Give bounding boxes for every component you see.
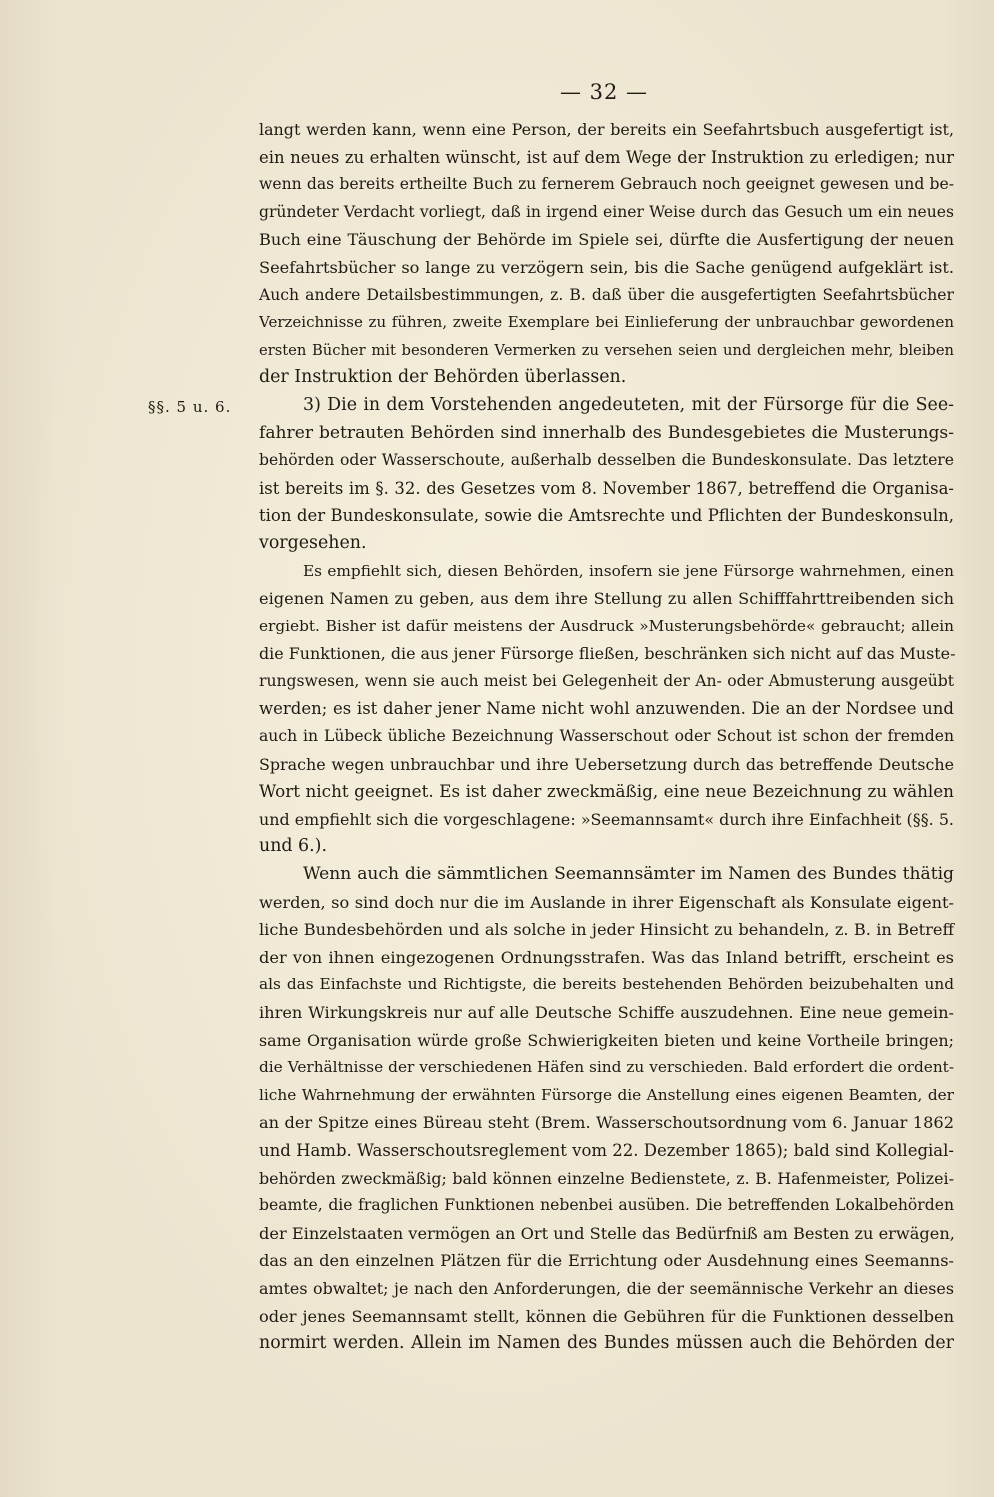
text-line: ersten Bücher mit besonderen Vermerken zu versehen seien und dergleichen mehr, bleiben bbox=[259, 341, 954, 359]
page-edge bbox=[994, 0, 1000, 1497]
text-line: Auch andere Detailsbestimmungen, z. B. daß über die ausgefertigten Seefahrtsbücher bbox=[259, 285, 954, 304]
text-line: ergiebt. Bisher ist dafür meistens der Ausdruck »Musterungsbehörde« gebraucht; allein bbox=[259, 616, 954, 635]
text-line: Wenn auch die sämmtlichen Seemannsämter im Namen des Bundes thätig bbox=[303, 864, 954, 885]
text-line: same Organisation würde große Schwierigkeiten bieten und keine Vortheile bringen; bbox=[259, 1030, 954, 1050]
text-line: an der Spitze eines Büreau steht (Brem. Wasserschoutsordnung vom 6. Januar 1862 bbox=[259, 1113, 954, 1133]
text-line: und Hamb. Wasserschoutsreglement vom 22. Dezember 1865); bald sind Kollegial- bbox=[259, 1140, 954, 1160]
text-line: Verzeichnisse zu führen, zweite Exemplare bei Einlieferung der unbrauchbar gewordenen bbox=[259, 313, 954, 332]
text-line: und 6.). bbox=[259, 836, 327, 857]
text-line: beamte, die fraglichen Funktionen nebenbei ausüben. Die betreffenden Lokalbehörden bbox=[259, 1196, 954, 1215]
text-line: normirt werden. Allein im Namen des Bundes müssen auch die Behörden der bbox=[259, 1333, 954, 1354]
text-line: 3) Die in dem Vorstehenden angedeuteten, mit der Fürsorge für die See- bbox=[303, 394, 954, 415]
text-line: tion der Bundeskonsulate, sowie die Amtsrechte und Pflichten der Bundeskonsuln, bbox=[259, 506, 954, 526]
text-line: behörden zweckmäßig; bald können einzelne Bedienstete, z. B. Hafenmeister, Polizei- bbox=[259, 1168, 954, 1188]
text-line: liche Wahrnehmung der erwähnten Fürsorge die Anstellung eines eigenen Beamten, der bbox=[259, 1085, 954, 1104]
text-line: gründeter Verdacht vorliegt, daß in irgend einer Weise durch das Gesuch um ein neues bbox=[259, 202, 954, 221]
text-line: ihren Wirkungskreis nur auf alle Deutsche Schiffe auszudehnen. Eine neue gemein- bbox=[259, 1003, 954, 1022]
text-line: ist bereits im §. 32. des Gesetzes vom 8. November 1867, betreffend die Organisa- bbox=[259, 478, 954, 498]
text-line: auch in Lübeck übliche Bezeichnung Wasserschout oder Schout ist schon der fremden bbox=[259, 727, 954, 746]
text-line: Buch eine Täuschung der Behörde im Spiele sei, dürfte die Ausfertigung der neuen bbox=[259, 230, 954, 250]
text-line: wenn das bereits ertheilte Buch zu fernerem Gebrauch noch geeignet gewesen und be- bbox=[259, 175, 954, 194]
text-line: vorgesehen. bbox=[259, 532, 367, 553]
margin-note: §§. 5 u. 6. bbox=[148, 398, 232, 416]
text-line: die Verhältnisse der verschiedenen Häfen sind zu verschieden. Bald erfordert die ordent- bbox=[259, 1058, 954, 1077]
text-line: ein neues zu erhalten wünscht, ist auf dem Wege der Instruktion zu erledigen; nur bbox=[259, 147, 954, 167]
text-line: Wort nicht geeignet. Es ist daher zweckmäßig, eine neue Bezeichnung zu wählen bbox=[259, 781, 954, 802]
text-line: langt werden kann, wenn eine Person, der bereits ein Seefahrtsbuch ausgefertigt ist, bbox=[259, 120, 954, 139]
text-line: die Funktionen, die aus jener Fürsorge fließen, beschränken sich nicht auf das Muste- bbox=[259, 644, 956, 664]
text-line: liche Bundesbehörden und als solche in jeder Hinsicht zu behandeln, z. B. in Betreff bbox=[259, 920, 954, 940]
text-line: als das Einfachste und Richtigste, die bereits bestehenden Behörden beizubehalten und bbox=[259, 975, 954, 994]
text-line: eigenen Namen zu geben, aus dem ihre Stellung zu allen Schifffahrttreibenden sich bbox=[259, 589, 954, 609]
text-line: behörden oder Wasserschoute, außerhalb desselben die Bundeskonsulate. Das letztere bbox=[259, 451, 954, 470]
text-line: Es empfiehlt sich, diesen Behörden, insofern sie jene Fürsorge wahrnehmen, einen bbox=[303, 561, 954, 580]
text-line: Seefahrtsbücher so lange zu verzögern sein, bis die Sache genügend aufgeklärt ist. bbox=[259, 257, 954, 277]
text-line: amtes obwaltet; je nach den Anforderungen, die der seemännische Verkehr an dieses bbox=[259, 1278, 954, 1298]
body-text bbox=[259, 116, 954, 1358]
text-line: und empfiehlt sich die vorgeschlagene: »Seemannsamt« durch ihre Einfachheit (§§. 5. bbox=[259, 809, 954, 829]
text-line: der Instruktion der Behörden überlassen. bbox=[259, 367, 627, 388]
text-line: der Einzelstaaten vermögen an Ort und Stelle das Bedürfniß am Besten zu erwägen, bbox=[259, 1223, 955, 1243]
text-line: oder jenes Seemannsamt stellt, können die Gebühren für die Funktionen desselben bbox=[259, 1306, 954, 1326]
text-line: Sprache wegen unbrauchbar und ihre Uebersetzung durch das betreffende Deutsche bbox=[259, 754, 954, 774]
text-line: fahrer betrauten Behörden sind innerhalb des Bundesgebietes die Musterungs- bbox=[259, 422, 954, 443]
text-line: der von ihnen eingezogenen Ordnungsstrafen. Was das Inland betrifft, erscheint es bbox=[259, 947, 954, 967]
text-line: werden; es ist daher jener Name nicht wohl anzuwenden. Die an der Nordsee und bbox=[259, 699, 954, 719]
text-line: werden, so sind doch nur die im Auslande in ihrer Eigenschaft als Konsulate eigent- bbox=[259, 892, 954, 912]
text-line: rungswesen, wenn sie auch meist bei Gelegenheit der An- oder Abmusterung ausgeübt bbox=[259, 671, 954, 690]
page-number: — 32 — bbox=[559, 80, 649, 104]
text-line: das an den einzelnen Plätzen für die Errichtung oder Ausdehnung eines Seemanns- bbox=[259, 1251, 954, 1271]
